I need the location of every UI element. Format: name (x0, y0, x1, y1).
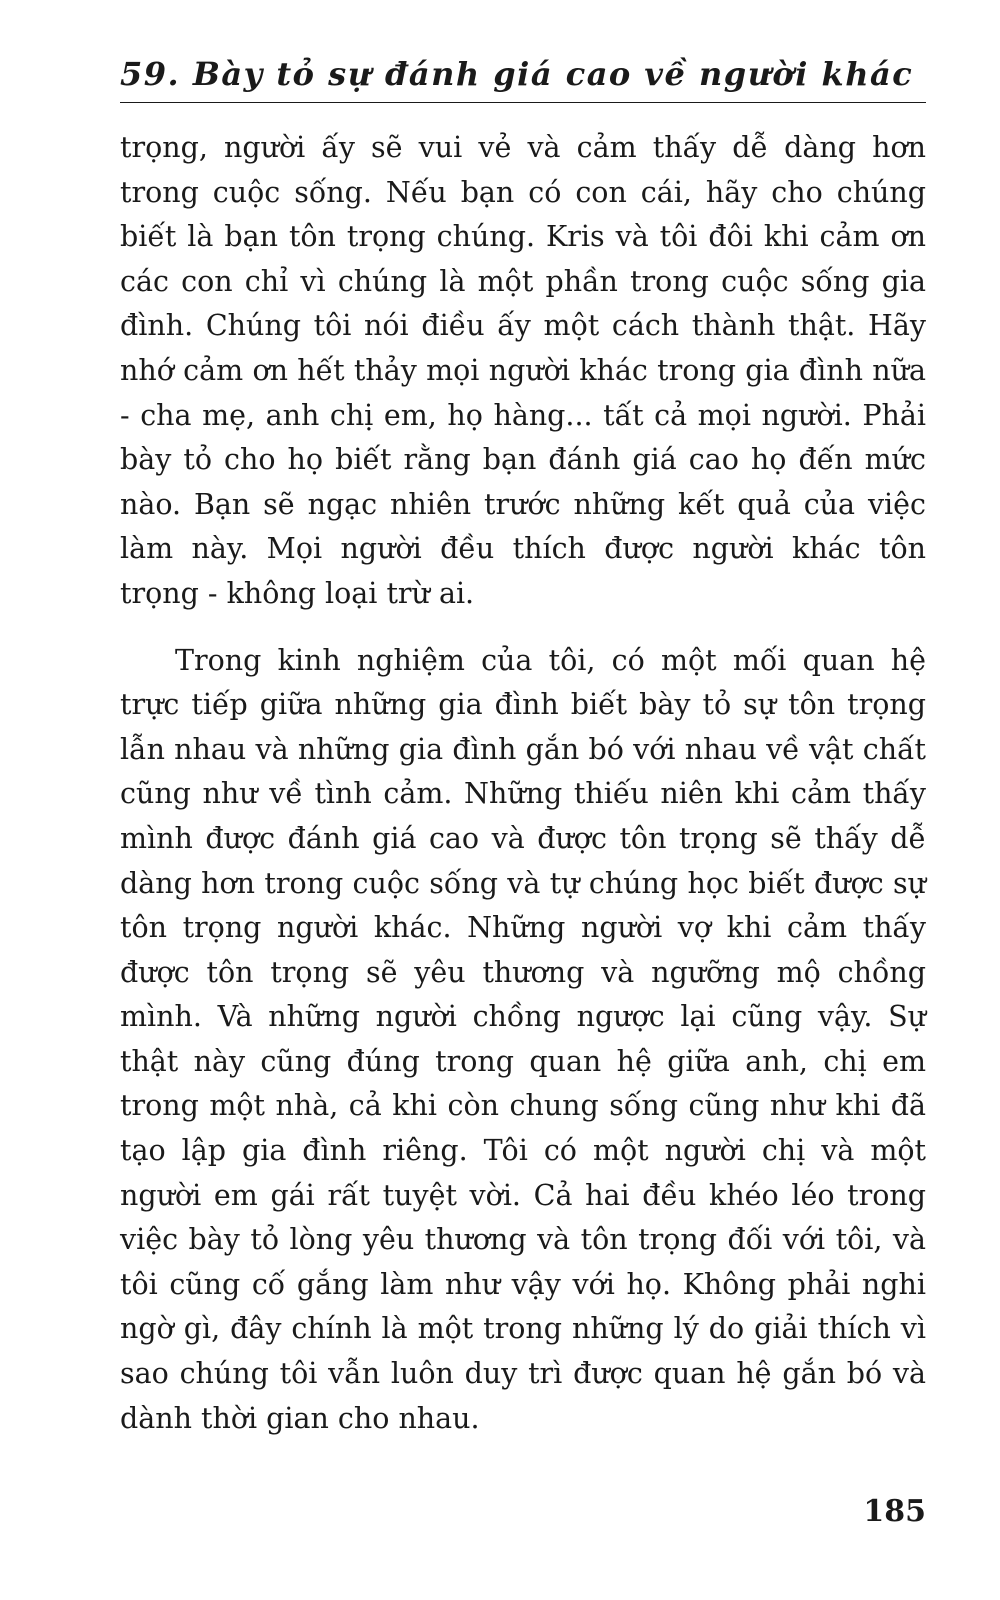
page-number: 185 (863, 1494, 926, 1529)
body-text (120, 126, 926, 1441)
paragraph-continued: trọng, người ấy sẽ vui vẻ và cảm thấy dễ dàng hơn trong cuộc sống. Nếu bạn có con cái, hãy cho chúng biết là bạn tôn trọng chúng. Kris và tôi đôi khi cảm ơn các con chỉ vì chúng là một phần trong cuộc sống gia đình. Chúng tôi nói điều ấy một cách thành thật. Hãy nhớ cảm ơn hết thảy mọi người khác trong gia đình nữa - cha mẹ, anh chị em, họ hàng... tất cả mọi người. Phải bày tỏ cho họ biết rằng bạn đánh giá cao họ đến mức nào. Bạn sẽ ngạc nhiên trước những kết quả của việc làm này. Mọi người đều thích được người khác tôn trọng - không loại trừ ai. (120, 131, 926, 610)
header-divider (120, 102, 926, 103)
running-header-title: 59. Bày tỏ sự đánh giá cao về người khác (120, 55, 914, 93)
paragraph: Trong kinh nghiệm của tôi, có một mối quan hệ trực tiếp giữa những gia đình biết bày tỏ sự tôn trọng lẫn nhau và những gia đình gắn bó với nhau về vật chất cũng như về tình cảm. Những thiếu niên khi cảm thấy mình được đánh giá cao và được tôn trọng sẽ thấy dễ dàng hơn trong cuộc sống và tự chúng học biết được sự tôn trọng người khác. Những người vợ khi cảm thấy được tôn trọng sẽ yêu thương và ngưỡng mộ chồng mình. Và những người chồng ngược lại cũng vậy. Sự thật này cũng đúng trong quan hệ giữa anh, chị em trong một nhà, cả khi còn chung sống cũng như khi đã tạo lập gia đình riêng. Tôi có một người chị và một người em gái rất tuyệt vời. Cả hai đều khéo léo trong việc bày tỏ lòng yêu thương và tôn trọng đối với tôi, và tôi cũng cố gắng làm như vậy với họ. Không phải nghi ngờ gì, đây chính là một trong những lý do giải thích vì sao chúng tôi vẫn luôn duy trì được quan hệ gắn bó và dành thời gian cho nhau. (120, 643, 926, 1435)
